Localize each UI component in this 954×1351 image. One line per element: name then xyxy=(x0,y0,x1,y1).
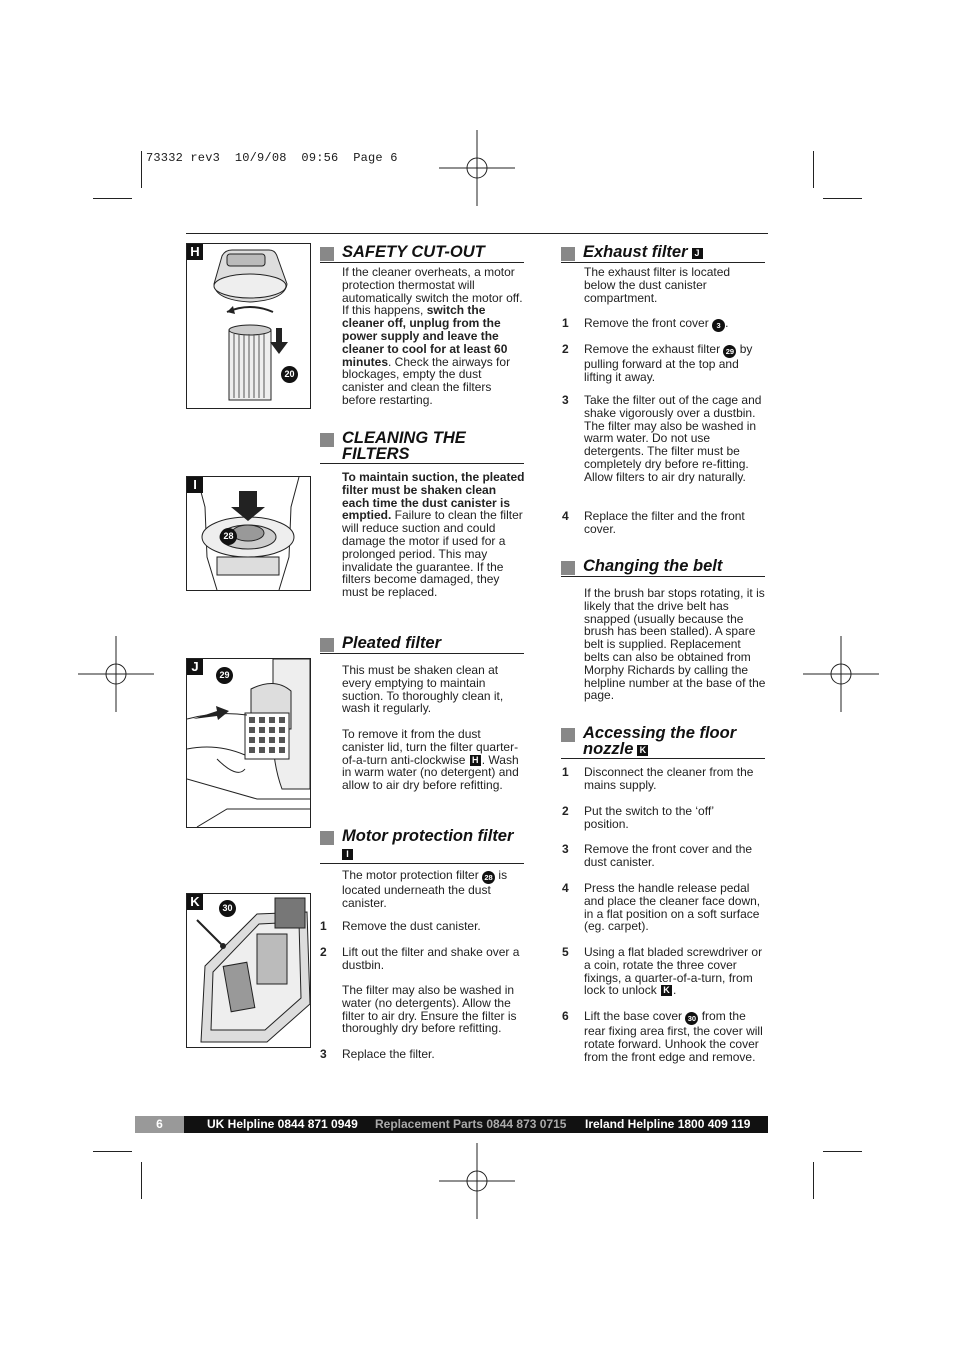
motor-step-3 xyxy=(320,1047,524,1061)
step-number: 2 xyxy=(562,342,569,356)
bold-text: switch the cleaner off, unplug from the power supply and leave the cleaner to cool for at least 60 minutes xyxy=(342,303,508,369)
helpline-footer xyxy=(135,1116,768,1133)
top-rule xyxy=(186,233,768,234)
pleated-paragraph-1: This must be shaken clean at every emptying to maintain suction. To thoroughly clean it, wash it regularly. xyxy=(342,663,504,716)
section-heading-exhaust xyxy=(561,244,765,263)
heading-marker xyxy=(320,638,334,652)
crop-mark xyxy=(813,151,814,188)
figure-letter: H xyxy=(187,244,203,260)
registration-mark-left xyxy=(78,636,154,712)
exhaust-intro: The exhaust filter is located below the dust canister compartment. xyxy=(584,265,731,305)
crop-mark xyxy=(823,198,862,199)
belt-paragraph: If the brush bar stops rotating, it is likely that the drive belt has snapped (usually because the brush has been stalled). A spare belt is supplied. Replacement belts can also be obtained from Morphy Richards by calling the helpline number at the base of the page. xyxy=(584,586,766,703)
section-heading-belt xyxy=(561,558,765,577)
heading-label: Accessing the floor nozzle xyxy=(583,724,737,758)
heading-text xyxy=(342,828,513,862)
crop-mark xyxy=(823,1151,862,1152)
step-text: Lift the base cover xyxy=(584,1009,686,1023)
cleaning-paragraph xyxy=(342,471,526,599)
bold-text: To maintain suction, the pleated filter must be shaken clean each time the dust canister is emptied. xyxy=(342,470,525,523)
section-heading-motor xyxy=(320,828,524,864)
floor-step-3 xyxy=(562,842,766,869)
callout-badge: 28 xyxy=(482,871,495,884)
text: . Wash in warm water (no detergent) and allow to air dry before refitting. xyxy=(342,752,519,793)
step-number: 5 xyxy=(562,945,569,959)
figure-ref: K xyxy=(637,745,648,756)
exhaust-filter-illustration xyxy=(187,659,310,827)
step-text: Using a flat bladed screwdriver or a coin, rotate the three cover fixings, a quarter-of-a-turn, from lock to unlock xyxy=(584,945,763,998)
crop-mark xyxy=(141,1162,142,1199)
step-text: . xyxy=(673,983,677,998)
crop-mark xyxy=(93,1151,132,1152)
floor-step-1 xyxy=(562,765,766,792)
pleated-paragraph-2 xyxy=(342,728,524,792)
floor-step-4 xyxy=(562,881,766,934)
exhaust-step-2 xyxy=(562,342,766,384)
step-text: Put the switch to the ‘off’ position. xyxy=(584,804,714,831)
heading-label: Exhaust filter xyxy=(583,243,688,261)
heading-text: SAFETY CUT-OUT xyxy=(342,243,485,261)
text: If the cleaner overheats, a motor protection thermostat will automatically switch the motor off. If this happens, xyxy=(342,265,523,318)
heading-marker xyxy=(561,728,575,742)
figure-k xyxy=(186,893,311,1048)
callout-badge: 3 xyxy=(712,319,725,332)
figure-i xyxy=(186,476,311,591)
step-text: from the rear fixing area first, the cover will rotate forward. Unhook the cover from the front edge and remove. xyxy=(584,1009,763,1064)
motor-step-2 xyxy=(320,945,524,972)
step-number: 3 xyxy=(320,1047,327,1061)
section-heading-floor xyxy=(561,725,765,759)
step-text: Lift out the filter and shake over a dustbin. xyxy=(342,945,520,972)
step-text: Replace the filter. xyxy=(342,1047,435,1061)
registration-mark-top xyxy=(439,130,515,206)
step-text: Press the handle release pedal and place the cleaner face down, in a flat position on a soft surface (eg. carpet). xyxy=(584,881,761,934)
figure-letter: J xyxy=(187,659,203,675)
heading-marker xyxy=(320,831,334,845)
registration-mark-right xyxy=(803,636,879,712)
exhaust-step-4 xyxy=(562,509,764,536)
text: . Check the airways for blockages, empty the dust canister and clean the filters before restarting. xyxy=(342,354,511,407)
crop-mark xyxy=(141,151,142,188)
figure-j xyxy=(186,658,311,828)
figure-h xyxy=(186,243,311,409)
step-number: 1 xyxy=(562,316,569,330)
exhaust-step-3 xyxy=(562,393,762,484)
text: To remove it from the dust canister lid, turn the filter quarter-of-a-turn anti-clockwise xyxy=(342,727,519,767)
step-number: 6 xyxy=(562,1009,569,1023)
heading-text: CLEANING THE FILTERS xyxy=(342,429,466,463)
crop-mark xyxy=(93,198,132,199)
floor-step-6 xyxy=(562,1009,766,1064)
step-number: 4 xyxy=(562,509,569,523)
crop-mark xyxy=(813,1162,814,1199)
figure-ref: K xyxy=(661,985,672,996)
heading-marker xyxy=(320,247,334,261)
motor-note: The filter may also be washed in water (no detergents). Allow the filter to air dry. Ensure the filter is thoroughly dry before refitting. xyxy=(342,983,517,1036)
step-number: 3 xyxy=(562,842,569,856)
step-text: Remove the dust canister. xyxy=(342,919,481,933)
heading-text xyxy=(583,244,703,260)
figure-ref: I xyxy=(342,849,353,860)
figure-letter: I xyxy=(187,477,203,493)
print-header: 73332 rev3 10/9/08 09:56 Page 6 xyxy=(146,151,398,165)
step-text: Remove the exhaust filter xyxy=(584,342,724,356)
step-number: 3 xyxy=(562,393,569,407)
replacement-parts-line: Replacement Parts 0844 873 0715 xyxy=(375,1117,567,1131)
callout-badge: 29 xyxy=(723,345,736,358)
step-text: Remove the front cover xyxy=(584,316,713,330)
canister-lid-illustration xyxy=(187,244,310,408)
callout-badge: 29 xyxy=(216,667,233,684)
floor-nozzle-illustration xyxy=(187,894,310,1047)
figure-letter: K xyxy=(187,894,203,910)
page-number: 6 xyxy=(135,1116,184,1133)
step-text: Remove the front cover and the dust canister. xyxy=(584,842,753,869)
figure-ref: H xyxy=(470,755,481,766)
heading-label: Motor protection filter xyxy=(342,827,514,845)
motor-filter-illustration xyxy=(187,477,310,590)
step-text: . xyxy=(725,316,729,330)
heading-text: Changing the belt xyxy=(583,557,723,575)
step-number: 2 xyxy=(562,804,569,818)
text: Failure to clean the filter will reduce suction and could damage the motor if used for a prolonged period. This may invalidate the guarantee. If the filters become damaged, they must be replaced. xyxy=(342,508,523,600)
callout-badge: 28 xyxy=(220,528,237,545)
heading-text xyxy=(583,725,753,757)
text: The motor protection filter xyxy=(342,868,483,882)
registration-mark-bottom xyxy=(439,1143,515,1219)
figure-ref: J xyxy=(692,248,703,259)
step-number: 1 xyxy=(562,765,569,779)
exhaust-step-1 xyxy=(562,316,766,332)
step-text: by pulling forward at the top and lifting it away. xyxy=(584,342,753,384)
uk-helpline: UK Helpline 0844 871 0949 xyxy=(207,1117,358,1131)
floor-step-2 xyxy=(562,804,754,831)
step-text: Replace the filter and the front cover. xyxy=(584,509,745,536)
step-text: Take the filter out of the cage and shake vigorously over a dustbin. The filter may also be washed in warm water. Do not use detergents. The filter must be completely dry before re-fitting. Allow filters to air dry naturally. xyxy=(584,393,762,484)
step-number: 4 xyxy=(562,881,569,895)
heading-marker xyxy=(320,433,334,447)
step-number: 1 xyxy=(320,919,327,933)
section-heading-pleated xyxy=(320,635,524,654)
step-text: Disconnect the cleaner from the mains supply. xyxy=(584,765,754,792)
heading-marker xyxy=(561,247,575,261)
motor-intro xyxy=(342,869,524,910)
callout-badge: 20 xyxy=(281,366,298,383)
section-heading-safety xyxy=(320,244,524,263)
ireland-helpline: Ireland Helpline 1800 409 119 xyxy=(585,1117,751,1131)
heading-marker xyxy=(561,561,575,575)
motor-step-1 xyxy=(320,919,524,933)
callout-badge: 30 xyxy=(685,1012,698,1025)
floor-step-5 xyxy=(562,945,766,998)
step-number: 2 xyxy=(320,945,327,959)
safety-paragraph xyxy=(342,266,526,407)
text: is located underneath the dust canister. xyxy=(342,868,508,910)
heading-text: Pleated filter xyxy=(342,634,442,652)
section-heading-cleaning xyxy=(320,430,524,464)
callout-badge: 30 xyxy=(219,900,236,917)
